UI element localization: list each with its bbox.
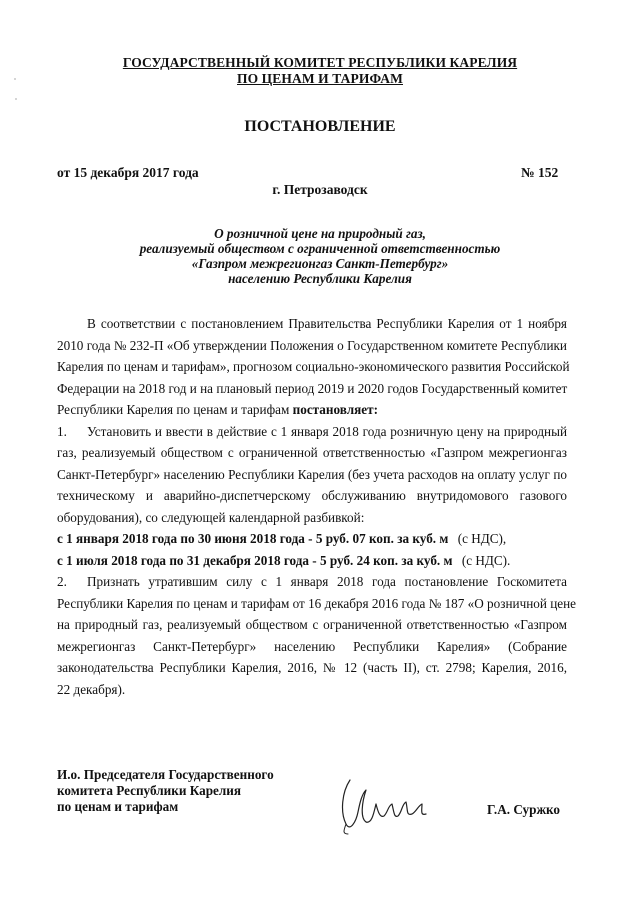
- item-1-line: Санкт-Петербург» населению Республики Карелия (без учета расходов на оплату услуг по: [57, 466, 567, 482]
- handwritten-signature: [336, 772, 436, 838]
- document-type-title: ПОСТАНОВЛЕНИЕ: [244, 118, 396, 135]
- item-1-line: техническому и аварийно-диспетчерскому обслуживанию внутридомового газового: [57, 488, 567, 503]
- header-line-1: ГОСУДАРСТВЕННЫЙ КОМИТЕТ РЕСПУБЛИКИ КАРЕЛИЯ: [122, 55, 518, 70]
- document-city: г. Петрозаводск: [272, 182, 368, 197]
- item-1-line: газ, реализуемый обществом с ограниченной ответственностью «Газпром межрегионгаз: [57, 445, 567, 460]
- item-2-line: Республики Карелия по ценам и тарифам от 16 декабря 2016 года № 187 «О розничной цене: [57, 595, 577, 611]
- preamble-line: Карелия по ценам и тарифам», прогнозом социально-экономического развития Российской: [57, 359, 570, 374]
- price-vat-2: (с НДС).: [461, 552, 511, 568]
- signatory-name: Г.А. Суржко: [487, 802, 561, 817]
- subject-line: населению Республики Карелия: [228, 271, 412, 286]
- item-2-line: законодательства Республики Карелия, 2016, № 12 (часть II), ст. 2798; Карелия, 2016,: [57, 660, 567, 675]
- document-body: [57, 313, 577, 700]
- header-line-2: ПО ЦЕНАМ И ТАРИФАМ: [237, 71, 403, 86]
- preamble-line: [57, 399, 567, 421]
- price-row-1: [57, 528, 567, 550]
- signatory-position: [57, 767, 274, 815]
- subject-line: «Газпром межрегионгаз Санкт-Петербург»: [191, 256, 449, 271]
- document-number: № 152: [521, 165, 559, 180]
- item-1-number: 1.: [57, 423, 67, 439]
- item-2-line: на природный газ, реализуемый обществом с ограниченной ответственностью «Газпром: [57, 617, 567, 632]
- item-1-line: оборудования), со следующей календарной разбивкой:: [57, 509, 365, 525]
- preamble-line: 2010 года № 232-П «Об утверждении Положения о Государственном комитете Республики: [57, 337, 567, 353]
- price-period-1: с 1 января 2018 года по 30 июня 2018 года - 5 руб. 07 коп. за куб. м: [57, 531, 449, 546]
- preamble-text: Республики Карелия по ценам и тарифам: [57, 402, 290, 417]
- price-row-2: [57, 550, 567, 572]
- item-2-line: межрегионгаз Санкт-Петербург» населению Республики Карелия» (Собрание: [57, 638, 567, 654]
- price-period-2: с 1 июля 2018 года по 31 декабря 2018 года - 5 руб. 24 коп. за куб. м: [57, 552, 453, 568]
- item-1-text: Установить и ввести в действие с 1 января 2018 года розничную цену на природный: [87, 423, 567, 439]
- subject-line: реализуемый обществом с ограниченной ответственностью: [139, 241, 501, 256]
- subject-line: О розничной цене на природный газ,: [214, 226, 426, 241]
- item-2-number: 2.: [57, 574, 67, 589]
- signatory-position-line: комитета Республики Карелия: [57, 783, 242, 798]
- item-1-first-line: [57, 421, 567, 443]
- document-subject: [0, 226, 640, 286]
- preamble-line: В соответствии с постановлением Правительства Республики Карелия от 1 ноября: [87, 316, 567, 331]
- price-vat-1: (с НДС),: [457, 531, 507, 546]
- signatory-position-line: по ценам и тарифам: [57, 799, 179, 814]
- scan-speck: [15, 98, 17, 100]
- item-2-text: Признать утратившим силу с 1 января 2018 года постановление Госкомитета: [87, 574, 567, 589]
- item-2-first-line: [57, 571, 567, 593]
- resolves-keyword: постановляет:: [292, 402, 378, 417]
- preamble-line: Федерации на 2018 год и на плановый период 2019 и 2020 годов Государственный комитет: [57, 380, 568, 396]
- signatory-position-line: И.о. Председателя Государственного: [57, 767, 274, 782]
- document-date: от 15 декабря 2017 года: [57, 165, 199, 180]
- item-2-line: 22 декабря).: [57, 681, 126, 697]
